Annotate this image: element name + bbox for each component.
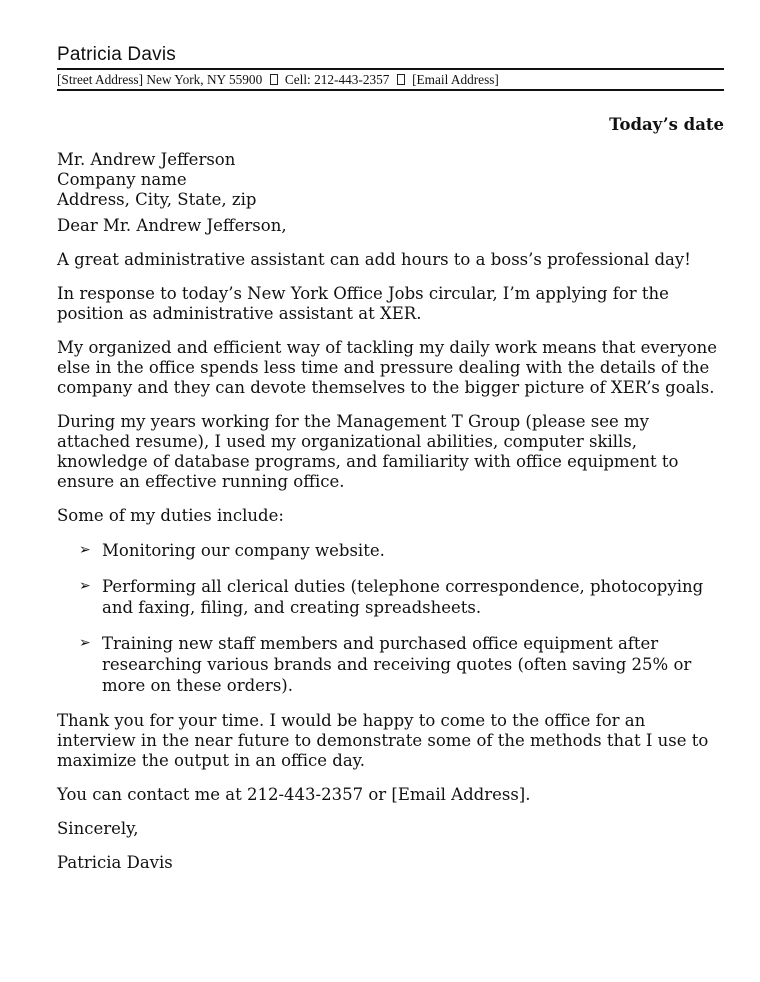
paragraph: Thank you for your time. I would be happy to come to the office for an interview in the near future to demonstrate some of the methods that I use to maximize the output in an office day.	[57, 711, 709, 770]
header-rule-top	[57, 68, 724, 70]
duties-list	[57, 540, 724, 696]
email-address: [Email Address]	[412, 72, 499, 87]
street-address: [Street Address] New York, NY 55900	[57, 72, 263, 87]
sender-name: Patricia Davis	[57, 44, 176, 65]
signoff: Sincerely,	[57, 819, 139, 838]
contact-line	[57, 72, 499, 88]
paragraph: In response to today’s New York Office Jobs circular, I’m applying for the position as administrative assistant at XER.	[57, 284, 669, 323]
list-item	[57, 540, 724, 561]
arrow-bullet-icon: ➢	[79, 542, 91, 558]
salutation: Dear Mr. Andrew Jefferson,	[57, 216, 287, 235]
list-item	[57, 576, 724, 618]
header-rule-bottom	[57, 89, 724, 91]
recipient-address: Address, City, State, zip	[57, 190, 257, 209]
letter-date: Today’s date	[609, 115, 724, 134]
list-item-text: Performing all clerical duties (telephone correspondence, photocopying and faxing, filing, and creating spreadsheets.	[102, 577, 704, 617]
list-item-text: Training new staff members and purchased office equipment after researching various brands and receiving quotes (often saving 25% or more on these orders).	[102, 634, 692, 695]
paragraph: You can contact me at 212-443-2357 or [Email Address].	[57, 785, 531, 804]
separator-box-icon	[270, 74, 278, 85]
list-item	[57, 633, 724, 696]
paragraph: Some of my duties include:	[57, 506, 284, 525]
recipient-block	[57, 150, 724, 210]
cell-number: Cell: 212-443-2357	[284, 72, 390, 87]
recipient-company: Company name	[57, 170, 187, 189]
arrow-bullet-icon: ➢	[79, 635, 91, 651]
list-item-text: Monitoring our company website.	[102, 541, 385, 560]
separator-box-icon	[397, 74, 405, 85]
signature: Patricia Davis	[57, 853, 173, 872]
letter-body	[57, 150, 724, 887]
paragraph: During my years working for the Management T Group (please see my attached resume), I used my organizational abilities, computer skills, knowledge of database programs, and familiarity with office equipment to ensure an effective running office.	[57, 412, 679, 491]
paragraph: A great administrative assistant can add hours to a boss’s professional day!	[57, 250, 691, 269]
recipient-name: Mr. Andrew Jefferson	[57, 150, 236, 169]
arrow-bullet-icon: ➢	[79, 578, 91, 594]
paragraph: My organized and efficient way of tackling my daily work means that everyone else in the office spends less time and pressure dealing with the details of the company and they can devote themselves to the bigger picture of XER’s goals.	[57, 338, 718, 397]
